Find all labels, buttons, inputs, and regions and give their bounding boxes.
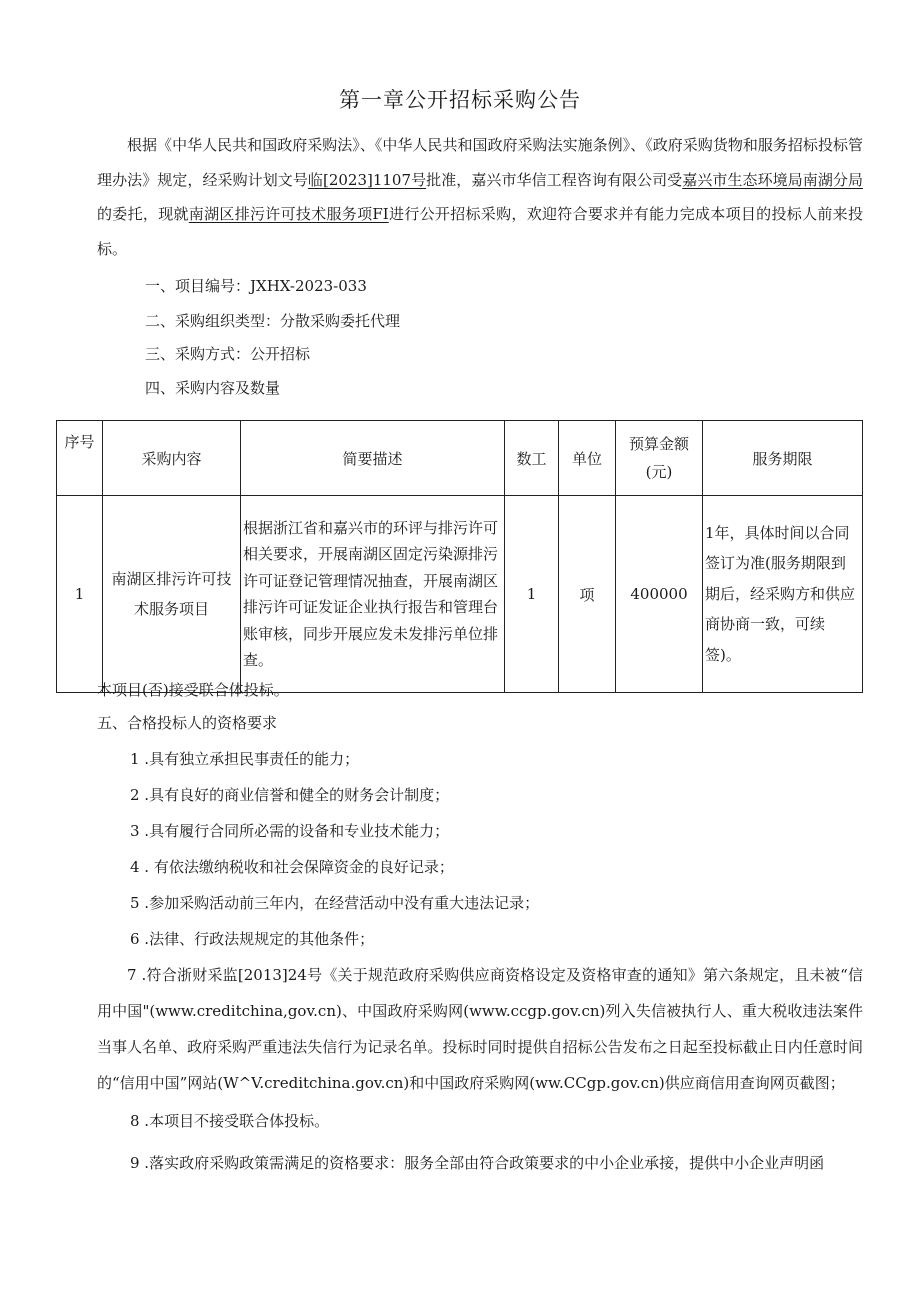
header-budget-line2: (元): [645, 463, 673, 481]
intro-text-4: 进行公开招标采购，欢迎符合要求并有能力完成本项目的投标人前来投标。: [97, 205, 863, 258]
item-project-number: 一、项目编号：JXHX-2023-033: [145, 277, 367, 295]
requirement-3: 3 .具有履行合同所必需的设备和专业技术能力；: [130, 822, 450, 840]
header-seq: 序号: [57, 421, 103, 496]
requirement-9: 9 .落实政府采购政策需满足的资格要求：服务全部由符合政策要求的中小企业承接，提供中小企业声明函: [130, 1154, 825, 1172]
cell-service-term: 1年，具体时间以合同签订为准(服务期限到期后，经采购方和供应商协商一致，可续签)。: [703, 496, 863, 693]
header-content: 采购内容: [103, 421, 241, 496]
header-budget-line1: 预算金额: [628, 435, 689, 453]
table-row: [57, 496, 863, 693]
cell-unit: 项: [559, 496, 616, 693]
intro-text-3: 的委托，现就: [97, 205, 189, 223]
page-title: 第一章公开招标采购公告: [339, 88, 581, 112]
intro-text-1: 根据《中华人民共和国政府采购法》、《中华人民共和国政府采购法实施条例》、《政府采购货物和服务招标投标管理办法》规定，经采购计划文号: [97, 136, 863, 189]
cell-quantity: 1: [505, 496, 559, 693]
consortium-note: 本项目(否)接受联合体投标。: [97, 681, 289, 699]
header-unit: 单位: [559, 421, 616, 496]
section5-title: 五、合格投标人的资格要求: [97, 714, 278, 732]
requirement-5: 5 .参加采购活动前三年内，在经营活动中没有重大违法记录；: [130, 894, 540, 912]
project-name: 南湖区排污许可技术服务项FI: [188, 205, 389, 223]
requirement-4: 4 . 有依法缴纳税收和社会保障资金的良好记录；: [130, 858, 454, 876]
cell-description: 根据浙江省和嘉兴市的环评与排污许可相关要求，开展南湖区固定污染源排污许可证登记管理情况抽查，开展南湖区排污许可证发证企业执行报告和管理台账审核，同步开展应发未发排污单位排查。: [241, 496, 505, 693]
item-organization-type: 二、采购组织类型：分散采购委托代理: [145, 312, 401, 330]
requirement-7: [97, 957, 863, 1101]
header-budget: [616, 421, 703, 496]
table-header-row: [57, 421, 863, 496]
requirement-8: 8 .本项目不接受联合体投标。: [130, 1112, 330, 1130]
purchasing-agency: 嘉兴市生态环境局南湖分局: [682, 170, 863, 189]
cell-seq: 1: [57, 496, 103, 693]
cell-budget: 400000: [616, 496, 703, 693]
header-service-term: 服务期限: [703, 421, 863, 496]
item-procurement-method: 三、采购方式：公开招标: [145, 345, 311, 363]
intro-paragraph: [97, 128, 863, 266]
item-procurement-content: 四、采购内容及数量: [145, 379, 281, 397]
plan-doc-number: 临[2023]1107号: [307, 170, 427, 189]
requirement-1: 1 .具有独立承担民事责任的能力；: [130, 750, 360, 768]
requirement-6: 6 .法律、行政法规规定的其他条件；: [130, 930, 375, 948]
requirement-2: 2 .具有良好的商业信誉和健全的财务会计制度；: [130, 786, 450, 804]
procurement-table: [56, 420, 863, 693]
cell-content: 南湖区排污许可技术服务项目: [103, 496, 241, 693]
requirement-7-text: 7 .符合浙财采监[2013]24号《关于规范政府采购供应商资格设定及资格审查的通知》第六条规定，且未被“信用中国"(www.creditchina,gov.cn)、中国政府采购网(www.ccgp.gov.cn)列入失信被执行人、重大税收违法案件当事人名单、政府采购严重违法失信行为记录名单。投标时同时提供自招标公告发布之日起至投标截止日内任意时间的“信用中国”网站(W^V.creditchina.gov.cn)和中国政府采购网(ww.CCgp.gov.cn)供应商信用查询网页截图；: [97, 966, 863, 1092]
header-description: 简要描述: [241, 421, 505, 496]
header-quantity: 数工: [505, 421, 559, 496]
intro-text-2: 批准，嘉兴市华信工程咨询有限公司受: [426, 170, 683, 189]
